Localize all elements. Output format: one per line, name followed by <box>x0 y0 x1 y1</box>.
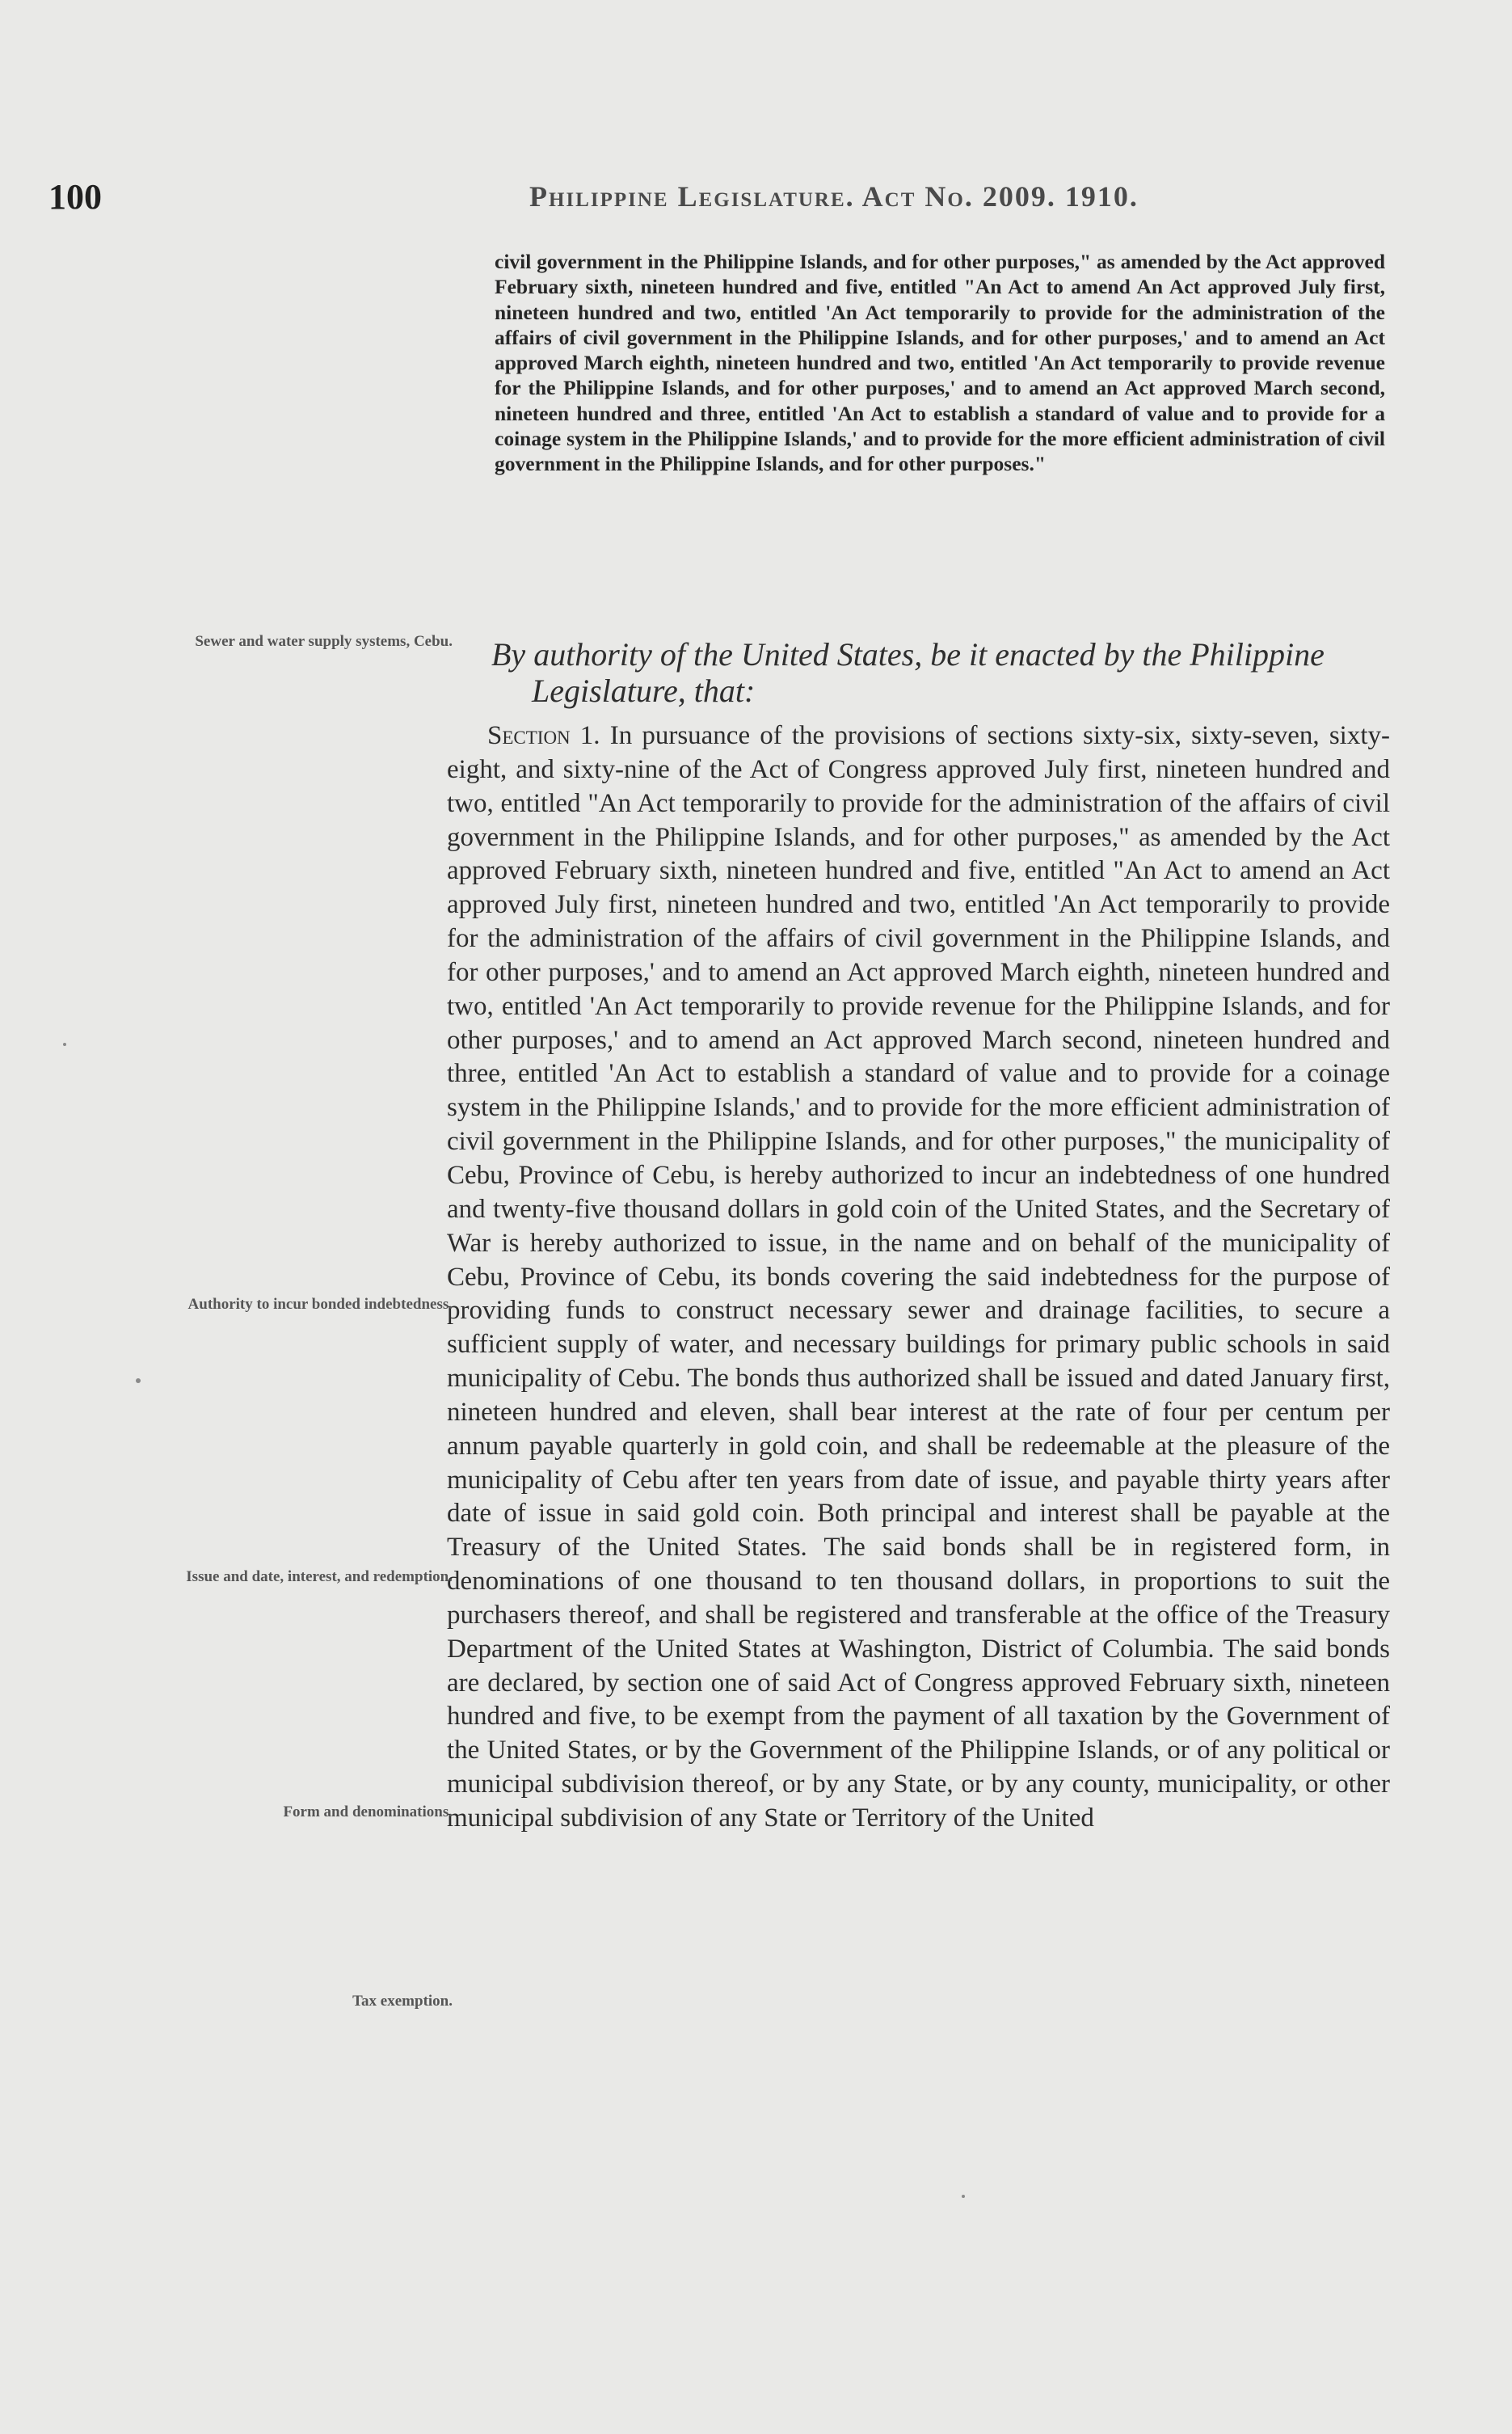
paper-speck <box>63 1043 66 1046</box>
paper-speck <box>136 1378 141 1383</box>
margin-note-form-denominations: Form and denominations. <box>283 1803 453 1820</box>
section-1-text: In pursuance of the provisions of sections sixty-six, sixty-seven, sixty-eight, and sixty-nine of the Act of Congress approved July first, nineteen hundred and two, entitled "An Act temporarily to provide for the administration of the affairs of civil government in the Philippine Islands, and for other purposes," as amended by the Act approved February sixth, nineteen hundred and five, entitled "An Act to amend an Act approved July first, nineteen hundred and two, entitled 'An Act temporarily to provide for the administration of the affairs of civil government in the Philippine Islands, and for other purposes,' and to amend an Act approved March eighth, nineteen hundred and two, entitled 'An Act temporarily to provide revenue for the Philippine Islands, and for other purposes,' and to amend an Act approved March second, nineteen hundred and three, entitled 'An Act to establish a standard of value and to provide for a coinage system in the Philippine Islands,' and to provide for the more efficient administration of civil government in the Philippine Islands, and for other purposes," the municipality of Cebu, Province of Cebu, is hereby authorized to incur an indebtedness of one hundred and twenty-five thousand dollars in gold coin of the United States, and the Secretary of War is hereby authorized to issue, in the name and on behalf of the municipality of Cebu, Province of Cebu, its bonds covering the said indebtedness for the purpose of providing funds to construct necessary sewer and drainage facilities, to secure a sufficient supply of water, and necessary buildings for primary public schools in said municipality of Cebu. The bonds thus authorized shall be issued and dated January first, nineteen hundred and eleven, shall bear interest at the rate of four per centum per annum payable quarterly in gold coin, and shall be redeemable at the pleasure of the municipality of Cebu after ten years from date of issue, and payable thirty years after date of issue in said gold coin. Both principal and interest shall be payable at the Treasury of the United States. The said bonds shall be in registered form, in denominations of one thousand to ten thousand dollars, in proportions to suit the purchasers thereof, and shall be registered and transferable at the office of the Treasury Department of the United States at Washington, District of Columbia. The said bonds are declared, by section one of said Act of Congress approved February sixth, nineteen hundred and five, to be exempt from the payment of all taxation by the Government of the United States, or by the Government of the Philippine Islands, or of any political or municipal subdivision thereof, or by any State, or by any county, municipality, or other municipal subdivision of any State or Territory of the United <box>447 721 1390 1833</box>
section-label: Section 1. <box>487 721 600 750</box>
enacting-clause-line-2: Legislature, that: <box>532 673 756 709</box>
paper-speck <box>962 2195 965 2198</box>
section-1 <box>447 719 1390 1836</box>
act-title-continuation: civil government in the Philippine Islands, and for other purposes," as amended by the Act approved February sixth, nineteen hundred and five, entitled "An Act to amend An Act approved July first, nineteen hundred and two, entitled 'An Act temporarily to provide for the administration of the affairs of civil government in the Philippine Islands, and for other purposes,' and to amend an Act approved March eighth, nineteen hundred and two, entitled 'An Act temporarily to provide revenue for the Philippine Islands, and for other purposes,' and to amend an Act approved March second, nineteen hundred and three, entitled 'An Act to establish a standard of value and to provide for a coinage system in the Philippine Islands,' and to provide for the more efficient administration of civil government in the Philippine Islands, and for other purposes." <box>495 250 1385 476</box>
margin-note-sewer-water: Sewer and water supply systems, Cebu. <box>195 633 453 650</box>
margin-note-authority: Authority to incur bonded indebtedness. <box>187 1296 453 1313</box>
page-number: 100 <box>48 177 102 217</box>
margin-note-issue-date: Issue and date, interest, and redemption. <box>186 1568 453 1585</box>
margin-note-tax-exemption: Tax exemption. <box>352 1993 453 2010</box>
enacting-clause <box>491 636 1400 709</box>
running-header: Philippine Legislature. Act No. 2009. 1910. <box>529 180 1139 213</box>
enacting-clause-line-1: By authority of the United States, be it enacted by the Philippine <box>491 636 1325 673</box>
